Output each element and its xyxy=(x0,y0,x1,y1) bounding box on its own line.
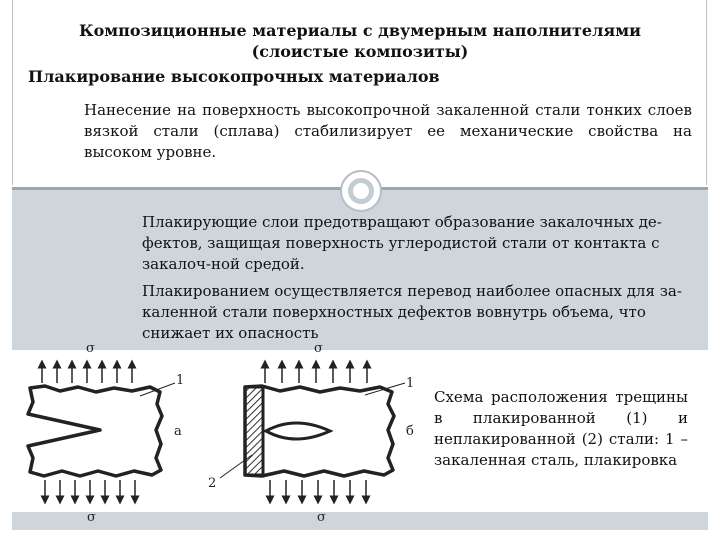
sigma-bottom-a: σ xyxy=(87,510,96,525)
stress-arrows-bottom-a xyxy=(45,480,135,500)
title-line-1: Композиционные материалы с двумерным наполнителями xyxy=(79,21,641,40)
cladding-hatch xyxy=(245,387,263,475)
figure-caption: Схема расположения трещины в плакированной (1) и неплакированной (2) стали: 1 – закаленная сталь, плакировка xyxy=(434,388,688,469)
label-1-a: 1 xyxy=(176,373,185,388)
title-line-2: (слоистые композиты) xyxy=(251,42,469,61)
stress-arrows-top-a xyxy=(42,364,132,383)
paragraph-quench-defects: Плакирующие слои предотвращают образование закалочных де-фектов, защищая поверхность углеродистой стали от контакта с закалоч-ной средой. xyxy=(142,213,662,273)
sigma-top-b: σ xyxy=(314,341,323,356)
stress-arrows-bottom-b xyxy=(270,480,366,500)
paragraph-cladding-intro: Нанесение на поверхность высокопрочной закаленной стали тонких слоев вязкой стали (сплава) стабилизирует ее механические свойства на высоком уровне. xyxy=(84,101,692,161)
sigma-bottom-b: σ xyxy=(317,510,326,525)
label-b: б xyxy=(406,424,414,439)
paragraph-defect-transfer: Плакированием осуществляется перевод наиболее опасных для за-каленной стали поверхностных дефектов вовнутрь объема, что снижает их опасность xyxy=(142,282,682,342)
sigma-top-a: σ xyxy=(86,341,95,356)
label-1-b: 1 xyxy=(406,376,415,391)
label-2: 2 xyxy=(208,476,217,491)
label-a: а xyxy=(174,424,182,439)
specimen-a-outline xyxy=(28,386,162,476)
stress-arrows-top-b xyxy=(265,364,367,383)
slide-subtitle: Плакирование высокопрочных материалов xyxy=(28,67,440,86)
